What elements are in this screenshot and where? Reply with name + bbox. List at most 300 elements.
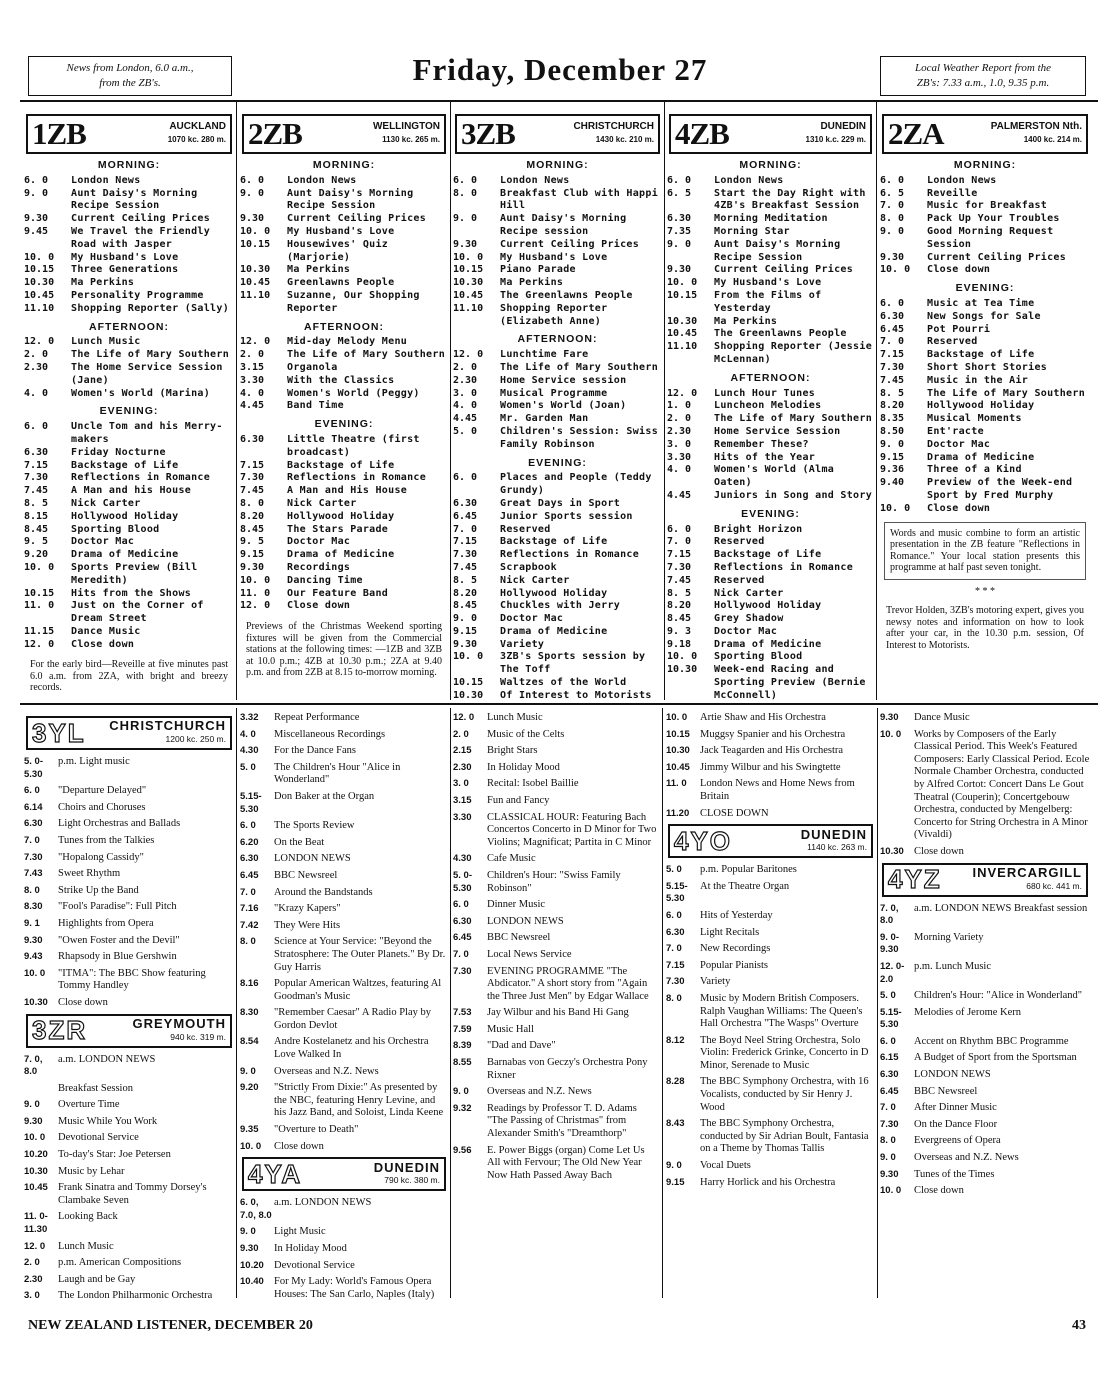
schedule-time: 10.15 bbox=[24, 587, 55, 599]
schedule-row bbox=[24, 997, 234, 1010]
schedule-row bbox=[24, 421, 234, 447]
schedule-row bbox=[453, 1103, 660, 1141]
schedule-programme: The Greenlawns People bbox=[500, 289, 633, 301]
schedule-time: 5. 0 bbox=[240, 761, 256, 773]
schedule-row bbox=[453, 536, 662, 549]
schedule-time: 2.15 bbox=[453, 745, 472, 757]
schedule-programme: Close down bbox=[914, 845, 964, 857]
schedule-row bbox=[24, 472, 234, 485]
schedule-time: 5. 0-5.30 bbox=[24, 756, 44, 780]
schedule-time: 3.30 bbox=[667, 451, 692, 463]
schedule-row bbox=[453, 762, 660, 775]
schedule-time: 7. 0 bbox=[24, 834, 40, 846]
schedule-row bbox=[240, 549, 448, 562]
schedule-time: 10. 0 bbox=[240, 225, 271, 237]
schedule-time: 8.30 bbox=[240, 1007, 259, 1019]
schedule-time: 9.30 bbox=[24, 934, 43, 946]
schedule-time: 9. 0 bbox=[240, 1226, 256, 1238]
schedule-time: 8. 0 bbox=[240, 497, 265, 509]
schedule-time: 9.15 bbox=[453, 625, 478, 637]
schedule-programme: EVENING PROGRAMME "The Abdicator." A short story from "Again the Three Just Men" by Edgar Wallace bbox=[487, 965, 649, 1002]
schedule-time: 6. 0 bbox=[666, 909, 682, 921]
station-city-block bbox=[806, 121, 867, 147]
schedule-row bbox=[453, 1024, 660, 1037]
schedule-time: 10. 0 bbox=[667, 277, 698, 289]
schedule-time: 4. 0 bbox=[667, 464, 692, 476]
schedule-programme: Rhapsody in Blue Gershwin bbox=[58, 951, 177, 963]
schedule-time: 12. 0 bbox=[453, 712, 475, 723]
schedule-programme: 3ZB's Sports session by The Toff bbox=[500, 651, 646, 676]
schedule-row bbox=[24, 1211, 234, 1236]
schedule-time: 12. 0 bbox=[240, 336, 271, 348]
station-city-block bbox=[109, 720, 226, 745]
schedule-row bbox=[666, 729, 875, 742]
schedule-row bbox=[667, 400, 874, 413]
schedule-row bbox=[666, 1076, 875, 1114]
schedule-programme: Home Service Session bbox=[714, 425, 841, 437]
schedule-programme: A Man and his House bbox=[71, 485, 192, 497]
schedule-time: 8.35 bbox=[880, 413, 905, 425]
schedule-row bbox=[240, 498, 448, 511]
schedule-programme: Scrapbook bbox=[500, 561, 557, 573]
schedule-time: 6.14 bbox=[24, 801, 43, 813]
schedule-row bbox=[880, 1169, 1090, 1182]
schedule-programme: Week-end Racing and Sporting Preview (Bernie McConnell) bbox=[714, 664, 866, 701]
schedule-time: 7. 0 bbox=[453, 948, 469, 960]
schedule-time: 8. 0 bbox=[24, 884, 40, 896]
schedule-time: 3.32 bbox=[240, 712, 259, 723]
schedule-row bbox=[240, 1276, 448, 1300]
schedule-programme: Women's World (Peggy) bbox=[287, 387, 420, 399]
schedule-time: 7.45 bbox=[24, 485, 49, 497]
schedule-time: 12. 0 bbox=[240, 600, 271, 612]
schedule-row bbox=[667, 452, 874, 465]
schedule-programme: The Life of Mary Southern bbox=[500, 361, 659, 373]
bottom-divider-4 bbox=[877, 708, 878, 1298]
schedule-programme: Current Ceiling Prices bbox=[500, 238, 640, 250]
schedule-time: 8.20 bbox=[453, 587, 478, 599]
schedule-time: 10. 0 bbox=[240, 574, 271, 586]
schedule-programme: Popular Pianists bbox=[700, 959, 768, 971]
schedule-row bbox=[666, 881, 875, 906]
schedule-time: 9. 5 bbox=[24, 536, 49, 548]
schedule-programme: Backstage of Life bbox=[71, 459, 179, 471]
schedule-time: 6. 0, 7.0, 8.0 bbox=[240, 1197, 272, 1221]
schedule-time: 8.30 bbox=[24, 901, 43, 913]
schedule-programme: Reflections in Romance bbox=[287, 472, 427, 484]
schedule-row bbox=[24, 951, 234, 964]
schedule-programme: Repeat Performance bbox=[274, 712, 360, 723]
schedule-row bbox=[240, 729, 448, 742]
schedule-time: 10. 0 bbox=[666, 712, 688, 723]
station-frequency: 1140 kc. 263 m. bbox=[807, 842, 867, 853]
schedule-time: 10.30 bbox=[666, 745, 690, 757]
schedule-time: 4. 0 bbox=[240, 387, 265, 399]
schedule-programme: Drama of Medicine bbox=[71, 549, 179, 561]
schedule-time: 8.54 bbox=[240, 1036, 259, 1048]
bottom-column-5 bbox=[880, 712, 1090, 1300]
schedule-row bbox=[453, 626, 662, 639]
schedule-time: 8. 0 bbox=[880, 213, 905, 225]
schedule-time: 10.30 bbox=[453, 689, 484, 701]
schedule-row bbox=[240, 188, 448, 214]
schedule-programme: The BBC Symphony Orchestra, with 16 Vocalists, conducted by Sir Henry J. Wood bbox=[700, 1076, 869, 1113]
schedule-programme: a.m. LONDON NEWS Breakfast session bbox=[914, 902, 1088, 914]
schedule-row bbox=[453, 853, 660, 866]
schedule-time: 10. 0 bbox=[240, 1140, 262, 1152]
schedule-time: 7.30 bbox=[880, 361, 905, 373]
schedule-time: 10.30 bbox=[667, 664, 698, 676]
schedule-row bbox=[667, 413, 874, 426]
schedule-programme: p.m. American Compositions bbox=[58, 1257, 182, 1269]
schedule-row bbox=[453, 588, 662, 601]
schedule-time: 10.45 bbox=[453, 289, 484, 301]
schedule-row bbox=[667, 439, 874, 452]
schedule-time: 6. 0 bbox=[24, 785, 40, 797]
schedule-row bbox=[240, 853, 448, 866]
schedule-row bbox=[667, 264, 874, 277]
schedule-programme: BBC Newsreel bbox=[914, 1085, 978, 1097]
note-text-2: Trevor Holden, 3ZB's motoring expert, gives you newsy notes and information on how to look after your car, in the 10.30 p.m. session, Of Interest to Motorists. bbox=[886, 605, 1084, 651]
station-city: AUCKLAND bbox=[169, 121, 226, 133]
schedule-row bbox=[880, 200, 1090, 213]
schedule-time: 10. 0 bbox=[880, 264, 911, 276]
schedule-row bbox=[880, 362, 1090, 375]
schedule-row bbox=[666, 943, 875, 956]
schedule-time: 4. 0 bbox=[24, 387, 49, 399]
schedule-programme: Reserved bbox=[927, 336, 978, 348]
schedule-time: 6. 5 bbox=[667, 187, 692, 199]
schedule-programme: Preview of the Week-end Sport by Fred Murphy bbox=[927, 477, 1073, 501]
schedule-time: 12. 0 bbox=[24, 1240, 46, 1252]
schedule-time: 10. 0 bbox=[453, 651, 484, 663]
schedule-time: 9.43 bbox=[24, 951, 43, 963]
station-city-block bbox=[168, 121, 226, 147]
schedule-row bbox=[667, 490, 874, 503]
schedule-programme: The Greenlawns People bbox=[714, 328, 847, 340]
schedule-row bbox=[24, 226, 234, 252]
schedule-programme: My Husband's Love bbox=[714, 277, 822, 289]
schedule-programme: Grey Shadow bbox=[714, 613, 784, 625]
schedule-time: 9.30 bbox=[880, 251, 905, 263]
schedule-row bbox=[453, 252, 662, 265]
schedule-row bbox=[24, 802, 234, 815]
schedule-time: 11. 0 bbox=[24, 600, 55, 612]
schedule-time: 8. 0 bbox=[453, 187, 478, 199]
schedule-programme: Hollywood Holiday bbox=[714, 600, 822, 612]
schedule-programme: Music of the Celts bbox=[487, 728, 565, 740]
schedule-programme: Frank Sinatra and Tommy Dorsey's Clambake Seven bbox=[58, 1182, 207, 1206]
schedule-time: 11.10 bbox=[667, 341, 698, 353]
schedule-row bbox=[24, 362, 234, 388]
schedule-programme: Recordings bbox=[287, 561, 351, 573]
schedule-time: 4.30 bbox=[240, 745, 259, 757]
schedule-programme: Light Recitals bbox=[700, 926, 760, 938]
schedule-time: 5. 0 bbox=[666, 864, 682, 876]
schedule-time bbox=[24, 1083, 58, 1096]
schedule-programme: Greenlawns People bbox=[287, 277, 395, 289]
schedule-row bbox=[24, 1241, 234, 1254]
schedule-time: 11. 0-11.30 bbox=[24, 1211, 48, 1236]
section-heading: EVENING: bbox=[99, 405, 159, 418]
station-header bbox=[882, 114, 1088, 154]
schedule-time: 3. 0 bbox=[453, 387, 478, 399]
schedule-time: 10. 0 bbox=[667, 651, 698, 663]
schedule-time: 2.30 bbox=[453, 374, 478, 386]
schedule-row bbox=[240, 264, 448, 277]
schedule-row bbox=[24, 303, 234, 316]
schedule-programme: Sports Preview (Bill Meredith) bbox=[71, 561, 198, 586]
schedule-programme: Juniors in Song and Story bbox=[714, 489, 873, 501]
schedule-programme: Light Music bbox=[274, 1226, 326, 1238]
schedule-time: 7.15 bbox=[880, 349, 905, 361]
bottom-column-3 bbox=[453, 712, 660, 1300]
schedule-programme: London News bbox=[287, 174, 357, 186]
schedule-programme: p.m. Lunch Music bbox=[914, 960, 991, 972]
schedule-time: 8.55 bbox=[453, 1057, 472, 1069]
schedule-time: 10. 0 bbox=[880, 728, 902, 740]
schedule-time: 6. 5 bbox=[880, 187, 905, 199]
schedule-programme: Local News Service bbox=[487, 948, 572, 960]
schedule-programme: Organola bbox=[287, 361, 338, 373]
schedule-row bbox=[666, 745, 875, 758]
schedule-programme: To-day's Star: Joe Petersen bbox=[58, 1149, 171, 1161]
station-4yo-header bbox=[668, 824, 873, 858]
station-callsign: 3YL bbox=[32, 717, 86, 748]
schedule-row bbox=[240, 485, 448, 498]
schedule-row bbox=[24, 1166, 234, 1179]
schedule-time: 11.20 bbox=[666, 807, 690, 819]
schedule-programme: Dance Music bbox=[71, 625, 141, 637]
schedule-row bbox=[880, 452, 1090, 465]
schedule-time: 9.30 bbox=[240, 213, 265, 225]
schedule-row bbox=[240, 762, 448, 787]
schedule-time: 5. 0 bbox=[880, 990, 896, 1002]
schedule-row bbox=[667, 464, 874, 490]
schedule-programme: Home Service session bbox=[500, 374, 627, 386]
schedule-time: 8.20 bbox=[240, 510, 265, 522]
schedule-programme: Muggsy Spanier and his Orchestra bbox=[700, 728, 846, 740]
schedule-programme: Breakfast Session bbox=[58, 1082, 133, 1094]
schedule-time: 6. 0 bbox=[240, 820, 256, 832]
schedule-row bbox=[453, 677, 662, 690]
schedule-row bbox=[240, 791, 448, 816]
schedule-time: 8.12 bbox=[666, 1034, 685, 1046]
schedule-row bbox=[240, 1066, 448, 1079]
schedule-row bbox=[880, 961, 1090, 986]
schedule-time: 12. 0 bbox=[667, 387, 698, 399]
schedule-programme: Doctor Mac bbox=[714, 625, 778, 637]
col-divider-3 bbox=[664, 102, 665, 700]
schedule-row bbox=[240, 1082, 448, 1120]
schedule-time: 10. 0 bbox=[453, 251, 484, 263]
schedule-time: 5. 0 bbox=[453, 425, 478, 437]
station-2zb-column bbox=[240, 114, 448, 702]
schedule-time: 6. 0 bbox=[24, 174, 49, 186]
schedule-programme: Bright Stars bbox=[487, 745, 538, 757]
schedule-row bbox=[667, 328, 874, 341]
schedule-programme: Remember These? bbox=[714, 438, 809, 450]
schedule-programme: "Remember Caesar" A Radio Play by Gordon Devlot bbox=[274, 1007, 432, 1031]
schedule-row bbox=[240, 1226, 448, 1239]
schedule-row bbox=[880, 990, 1090, 1003]
schedule-row bbox=[880, 388, 1090, 401]
weather-report-box bbox=[880, 56, 1086, 96]
schedule-row bbox=[240, 920, 448, 933]
schedule-row bbox=[24, 562, 234, 588]
schedule-row bbox=[453, 639, 662, 652]
section-heading: MORNING: bbox=[953, 159, 1017, 171]
schedule-programme: Laugh and be Gay bbox=[58, 1273, 136, 1285]
schedule-programme: Reflections in Romance bbox=[714, 561, 854, 573]
schedule-row bbox=[453, 712, 660, 725]
weather-line-1: Local Weather Report from the bbox=[914, 62, 1052, 74]
schedule-programme: Popular American Waltzes, featuring Al Goodman's Music bbox=[274, 978, 442, 1002]
schedule-time: 7.15 bbox=[666, 959, 685, 971]
station-header bbox=[242, 114, 446, 154]
note-text: Previews of the Christmas Weekend sporting fixtures will be given from the Commercial stations at the following times: —1ZB and 3ZB at 10.0 p.m.; 4ZB at 10.30 p.m.; 2ZA at 9.40 p.m. and from 2ZB at 8.15 to-morrow morning. bbox=[246, 621, 442, 679]
schedule-programme: p.m. Light music bbox=[58, 756, 130, 767]
schedule-row bbox=[880, 226, 1090, 252]
schedule-programme: Close down bbox=[287, 600, 351, 612]
schedule-row bbox=[24, 213, 234, 226]
schedule-time: 6.45 bbox=[240, 869, 259, 881]
schedule-row bbox=[666, 712, 875, 725]
schedule-time: 10.30 bbox=[667, 315, 698, 327]
schedule-programme: My Husband's Love bbox=[500, 251, 608, 263]
schedule-programme: Don Baker at the Organ bbox=[274, 790, 375, 802]
schedule-programme: Hollywood Holiday bbox=[287, 510, 395, 522]
schedule-programme: Devotional Service bbox=[58, 1132, 139, 1144]
schedule-programme: Nick Carter bbox=[500, 574, 570, 586]
schedule-row bbox=[240, 277, 448, 290]
schedule-programme: Ent'racte bbox=[927, 425, 984, 437]
schedule-programme: Readings by Professor T. D. Adams "The Passing of Christmas" from Alexander Smith's "Dreamthorp" bbox=[487, 1102, 637, 1140]
schedule-time: 10.30 bbox=[880, 845, 904, 857]
schedule-row bbox=[24, 885, 234, 898]
schedule-programme: Doctor Mac bbox=[287, 536, 351, 548]
schedule-time: 9. 0 bbox=[453, 213, 478, 225]
schedule-time: 7. 0 bbox=[880, 1102, 896, 1114]
schedule-time: 10. 0 bbox=[24, 967, 46, 979]
schedule-row bbox=[24, 1149, 234, 1162]
schedule-row bbox=[453, 188, 662, 214]
schedule-programme: Music at Tea Time bbox=[927, 297, 1035, 309]
schedule-row bbox=[240, 575, 448, 588]
schedule-programme: London News bbox=[500, 174, 570, 186]
bottom-divider-2 bbox=[450, 708, 451, 1298]
schedule-time: 9.30 bbox=[453, 238, 478, 250]
schedule-row bbox=[667, 600, 874, 613]
schedule-time: 5.15-5.30 bbox=[240, 790, 262, 815]
schedule-row bbox=[240, 175, 448, 188]
schedule-row bbox=[667, 226, 874, 239]
schedule-time: 9. 1 bbox=[24, 917, 40, 929]
station-city-block bbox=[373, 121, 440, 147]
schedule-programme: Sweet Rhythm bbox=[58, 868, 121, 880]
schedule-row bbox=[667, 639, 874, 652]
news-line-2: from the ZB's. bbox=[99, 77, 161, 89]
schedule-row bbox=[24, 252, 234, 265]
schedule-time: 7.15 bbox=[240, 459, 265, 471]
schedule-programme: Sporting Blood bbox=[71, 523, 160, 535]
station-city-block bbox=[991, 121, 1082, 147]
schedule-time: 10.15 bbox=[24, 264, 55, 276]
schedule-time: 10.45 bbox=[24, 1182, 48, 1194]
schedule-time: 11.10 bbox=[453, 302, 484, 314]
schedule-time: 7.43 bbox=[24, 868, 43, 880]
schedule-time: 2. 0 bbox=[453, 728, 469, 740]
schedule-row bbox=[453, 1145, 660, 1183]
schedule-programme: a.m. LONDON NEWS bbox=[274, 1197, 372, 1209]
schedule-row bbox=[24, 498, 234, 511]
schedule-programme: Light Orchestras and Ballads bbox=[58, 818, 181, 830]
schedule-time: 5.15-5.30 bbox=[880, 1006, 902, 1031]
weather-line-2: ZB's: 7.33 a.m., 1.0, 9.35 p.m. bbox=[916, 77, 1050, 89]
schedule-time: 9.35 bbox=[240, 1124, 259, 1136]
schedule-row bbox=[880, 213, 1090, 226]
schedule-time: 6.15 bbox=[880, 1052, 899, 1064]
schedule-row bbox=[240, 1260, 448, 1273]
schedule-row bbox=[240, 1007, 448, 1032]
schedule-row bbox=[240, 837, 448, 850]
schedule-row bbox=[240, 524, 448, 537]
schedule-programme: Shopping Reporter (Jessie McLennan) bbox=[714, 341, 873, 365]
schedule-row bbox=[240, 903, 448, 916]
schedule-programme: Strike Up the Band bbox=[58, 884, 139, 896]
note-stars: * * * bbox=[975, 585, 995, 597]
schedule-programme: Reserved bbox=[714, 574, 765, 586]
schedule-programme: Overture Time bbox=[58, 1099, 120, 1111]
schedule-row bbox=[453, 511, 662, 524]
schedule-row bbox=[240, 712, 448, 725]
schedule-time: 4.45 bbox=[240, 400, 265, 412]
schedule-programme: Reserved bbox=[500, 523, 551, 535]
schedule-time: 8.15 bbox=[24, 510, 49, 522]
schedule-time: 3. 0 bbox=[453, 778, 469, 790]
schedule-row bbox=[240, 1124, 448, 1137]
schedule-programme: From the Films of Yesterday bbox=[714, 289, 822, 314]
section-heading: MORNING: bbox=[739, 159, 802, 171]
schedule-programme: The BBC Symphony Orchestra, conducted by Sir Adrian Boult, Fantasia on a Theme by Thomas Tallis bbox=[700, 1118, 869, 1155]
schedule-time: 10.45 bbox=[24, 289, 55, 301]
schedule-time: 8.43 bbox=[666, 1118, 685, 1130]
schedule-row bbox=[667, 290, 874, 316]
schedule-row bbox=[453, 498, 662, 511]
schedule-time: 10. 0 bbox=[880, 502, 911, 514]
schedule-programme: After Dinner Music bbox=[914, 1102, 997, 1114]
schedule-row bbox=[453, 303, 662, 329]
schedule-programme: Devotional Service bbox=[274, 1259, 355, 1271]
schedule-row bbox=[240, 349, 448, 362]
schedule-programme: Jimmy Wilbur and his Swingtette bbox=[700, 761, 841, 773]
schedule-programme: Hits of the Year bbox=[714, 451, 816, 463]
station-callsign: 3ZB bbox=[461, 115, 515, 151]
schedule-time: 6.30 bbox=[453, 915, 472, 927]
schedule-time: 7.30 bbox=[453, 965, 472, 977]
schedule-time: 12. 0 bbox=[453, 349, 484, 361]
schedule-programme: Close down bbox=[274, 1140, 324, 1152]
schedule-time: 9.30 bbox=[24, 213, 49, 225]
station-4yz-header bbox=[882, 863, 1088, 897]
station-header bbox=[455, 114, 660, 154]
schedule-programme: Start the Day Right with 4ZB's Breakfast Session bbox=[714, 187, 866, 212]
schedule-time: 10.30 bbox=[24, 1165, 48, 1177]
schedule-row bbox=[880, 503, 1090, 516]
schedule-time: 8. 5 bbox=[453, 574, 478, 586]
schedule-programme: Three of a Kind bbox=[927, 464, 1022, 476]
schedule-programme: Junior Sports session bbox=[500, 510, 633, 522]
